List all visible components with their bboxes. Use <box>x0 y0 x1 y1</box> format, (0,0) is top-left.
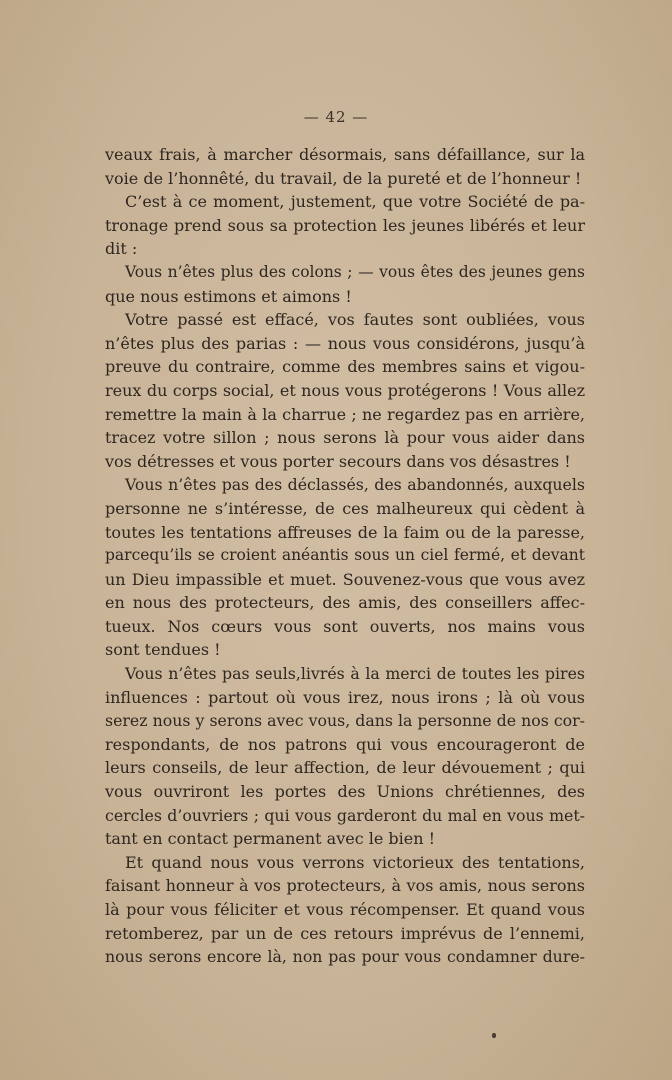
ink-speck <box>492 1033 496 1038</box>
text-line: Vous n’êtes pas seuls,livrés à la merci de toutes les pires <box>125 664 585 684</box>
text-line: remettre la main à la charrue ; ne regardez pas en arrière, <box>105 404 585 424</box>
body-text <box>105 143 585 969</box>
text-line: vos détresses et vous porter secours dans vos désastres ! <box>105 451 571 471</box>
text-line: cercles d’ouvriers ; qui vous garderont du mal en vous met- <box>105 805 585 825</box>
text-line: leurs conseils, de leur affection, de leur dévouement ; qui <box>105 758 585 778</box>
text-line: respondants, de nos patrons qui vous encourageront de <box>105 734 585 754</box>
text-line: Vous n’êtes pas des déclassés, des abandonnés, auxquels <box>125 475 585 495</box>
text-line: sont tendues ! <box>105 640 221 660</box>
text-line: là pour vous féliciter et vous récompenser. Et quand vous <box>105 900 585 919</box>
text-line: personne ne s’intéresse, de ces malheureux qui cèdent à <box>105 498 585 518</box>
text-line: n’êtes plus des parias : — nous vous considérons, jusqu’à <box>105 333 585 353</box>
page-number: — 42 — <box>303 108 369 126</box>
text-line: veaux frais, à marcher désormais, sans défaillance, sur la <box>105 145 585 164</box>
text-line: tueux. Nos cœurs vous sont ouverts, nos mains vous <box>105 616 585 636</box>
text-line: C’est à ce moment, justement, que votre Société de pa- <box>125 192 585 212</box>
text-line: influences : partout où vous irez, nous irons ; là où vous <box>105 687 585 707</box>
text-line: faisant honneur à vos protecteurs, à vos amis, nous serons <box>105 876 585 896</box>
text-line: Et quand nous vous verrons victorieux des tentations, <box>125 852 585 872</box>
text-line: reux du corps social, et nous vous protégerons ! Vous allez <box>105 380 585 400</box>
text-line: nous serons encore là, non pas pour vous condamner dure- <box>105 947 585 967</box>
text-line: toutes les tentations affreuses de la faim ou de la paresse, <box>105 522 585 542</box>
text-line: un Dieu impassible et muet. Souvenez-vous que vous avez <box>105 569 585 589</box>
text-line: parcequ’ils se croient anéantis sous un ciel fermé, et devant <box>105 546 585 565</box>
text-line: retomberez, par un de ces retours imprévus de l’ennemi, <box>105 923 585 943</box>
text-line: Vous n’êtes plus des colons ; — vous êtes des jeunes gens <box>125 262 585 281</box>
text-line: tronage prend sous sa protection les jeunes libérés et leur <box>105 215 585 235</box>
text-line: en nous des protecteurs, des amis, des conseillers affec- <box>105 593 585 613</box>
text-line: serez nous y serons avec vous, dans la personne de nos cor- <box>105 711 585 731</box>
text-line: que nous estimons et aimons ! <box>105 286 352 306</box>
text-line: voie de l’honnêté, du travail, de la pureté et de l’honneur ! <box>105 168 582 188</box>
text-line: tracez votre sillon ; nous serons là pour vous aider dans <box>105 428 585 448</box>
text-line: dit : <box>105 239 138 259</box>
text-line: tant en contact permanent avec le bien ! <box>105 829 436 849</box>
text-line: vous ouvriront les portes des Unions chrétiennes, des <box>105 782 585 802</box>
text-line: preuve du contraire, comme des membres sains et vigou- <box>105 357 585 377</box>
text-line: Votre passé est effacé, vos fautes sont oubliées, vous <box>125 310 585 330</box>
